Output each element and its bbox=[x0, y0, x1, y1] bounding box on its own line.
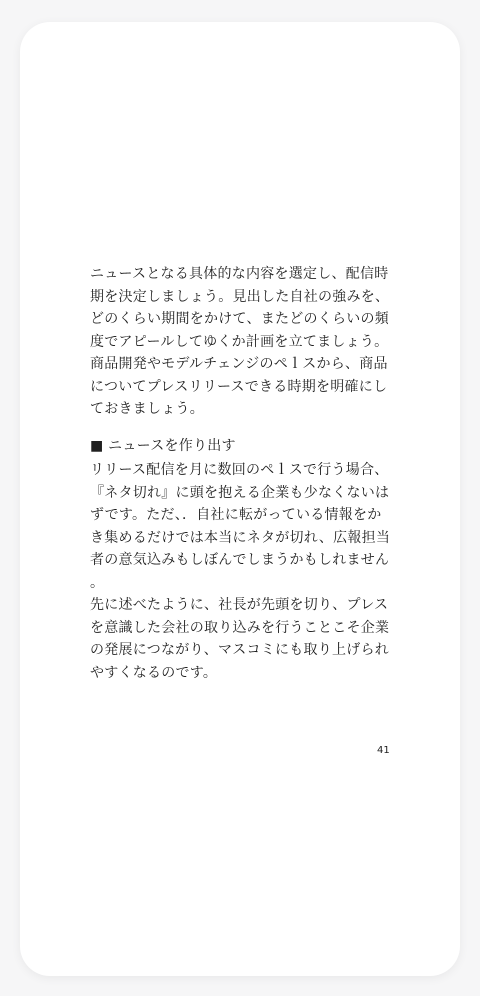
paragraph-gap bbox=[90, 421, 394, 435]
section-paragraph-1: リリース配信を月に数回のペｌスで行う場合、『ネタ切れ』に頭を抱える企業も少なくないはずです。ただ、．自社に転がっている情報をかき集めるだけでは本当にネタが切れ、広報担当者の意気込みもしぼんでしまうかもしれません。 bbox=[90, 462, 391, 591]
document-page bbox=[20, 22, 460, 976]
section-paragraph-2: 先に述べたように、社長が先頭を切り、プレスを意識した会社の取り込みを行うことこそ企業の発展につながり、マスコミにも取り上げられやすくなるのです。 bbox=[90, 597, 390, 681]
section-heading: ■ ニュースを作り出す bbox=[90, 437, 236, 454]
intro-paragraph: ニュースとなる具体的な内容を選定し、配信時期を決定しましょう。見出した自社の強みを、どのくらい期間をかけて、またどのくらいの頻度でアピールしてゆくか計画を立てましょう。商品開発やモデルチェンジのペｌスから、商品についてプレスリリースできる時期を明確にしておきましょう。 bbox=[90, 266, 390, 417]
page-number: 41 bbox=[377, 745, 390, 756]
page-content bbox=[90, 263, 394, 684]
